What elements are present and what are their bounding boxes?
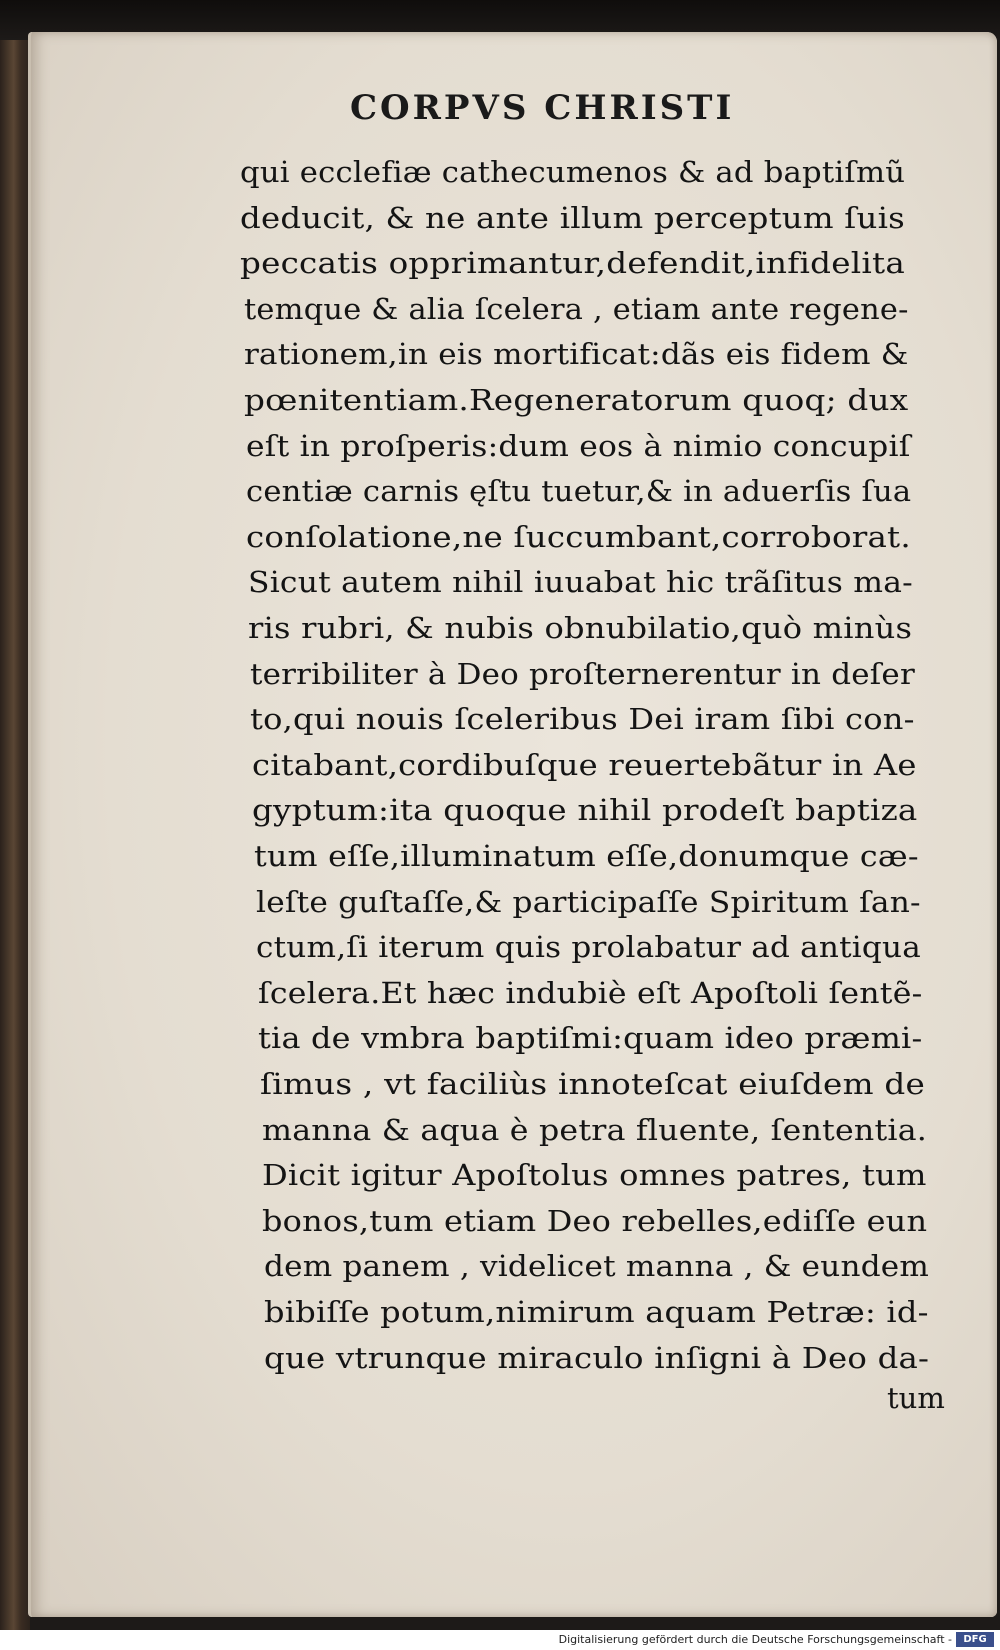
text-line: peccatis opprimantur,defendit,infidelita: [240, 246, 905, 281]
text-line: ſcelera.Et hæc indubiè eſt Apoſtoli ſentẽ-: [258, 975, 923, 1010]
text-line: que vtrunque miraculo inſigni à Deo da-: [264, 1340, 930, 1375]
text-line: rationem,in eis mortificat:dãs eis fidem &: [244, 337, 909, 372]
dfg-logo: DFG: [956, 1632, 994, 1647]
text-line: tia de vmbra baptiſmi:quam ideo præmi-: [258, 1021, 923, 1056]
running-title: CORPVS CHRISTI: [350, 88, 735, 128]
text-line: temque & alia ſcelera , etiam ante regene-: [244, 291, 909, 326]
footer-bar: [0, 1630, 1000, 1650]
text-line: Dicit igitur Apoſtolus omnes patres, tum: [262, 1158, 927, 1193]
text-line: pœnitentiam.Regeneratorum quoq; dux: [244, 383, 909, 417]
text-line: bonos,tum etiam Deo rebelles,ediſſe eun: [262, 1203, 928, 1238]
text-line: manna & aqua è petra fluente, ſententia.: [262, 1112, 928, 1147]
text-line: bibiſſe potum,nimirum aquam Petræ: id-: [264, 1295, 929, 1329]
text-line: terribiliter à Deo proſternerentur in deſer: [250, 656, 915, 691]
text-line: gyptum:ita quoque nihil prodeſt baptiza: [252, 793, 918, 828]
text-line: centiæ carnis ęſtu tuetur,& in aduerſis ſua: [246, 474, 912, 509]
text-line: ctum,ſi iterum quis prolabatur ad antiqua: [256, 930, 921, 965]
text-line: eſt in proſperis:dum eos à nimio concupiſ: [246, 428, 911, 463]
text-line: tum eſſe,illuminatum eſſe,donumque cæ-: [254, 839, 919, 873]
text-line: qui ecclefiæ cathecumenos & ad baptiſmũ: [240, 155, 906, 189]
text-line: ſimus , vt faciliùs innoteſcat eiuſdem de: [260, 1067, 925, 1101]
text-line: deducit, & ne ante illum perceptum ſuis: [240, 200, 905, 235]
catchword: tum: [887, 1381, 945, 1415]
text-line: citabant,cordibuſque reuertebãtur in Ae: [252, 747, 917, 782]
text-line: to,qui nouis ſceleribus Dei iram ſibi con-: [250, 702, 915, 737]
footer-credit: Digitalisierung gefördert durch die Deutsche Forschungsgemeinschaft -: [558, 1633, 952, 1646]
text-line: ris rubri, & nubis obnubilatio,quò minùs: [248, 611, 913, 645]
text-line: leſte guſtaſſe,& participaſſe Spiritum ſan-: [256, 884, 921, 919]
text-line: conſolatione,ne ſuccumbant,corroborat.: [246, 519, 911, 554]
text-line: Sicut autem nihil iuuabat hic trãſitus ma-: [248, 565, 913, 600]
text-line: dem panem , videlicet manna , & eundem: [264, 1249, 930, 1284]
